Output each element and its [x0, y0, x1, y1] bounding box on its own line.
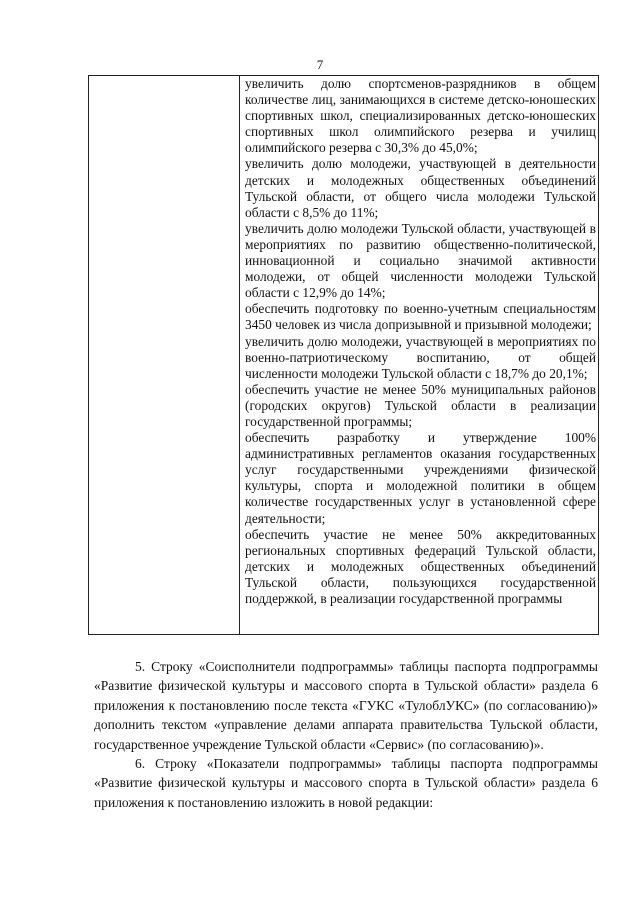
- indicator-item: обеспечить подготовку по военно-учетным специальностям 3450 человек из числа допризывной и призывной молодежи;: [245, 301, 596, 333]
- indicator-item: увеличить долю молодежи, участвующей в мероприятиях по военно-патриотическому воспитанию, от общей численности молодежи Тульской области с 18,7% до 20,1%;: [245, 333, 596, 381]
- indicator-item: обеспечить участие не менее 50% аккредитованных региональных спортивных федераций Тульской области, детских и молодежных общественных объединений Тульской области, пользующихся государственной поддержкой, в реализации государственной программы: [245, 526, 596, 606]
- body-text: [94, 657, 598, 812]
- table-left-cell: [89, 76, 240, 634]
- passport-table: [88, 75, 599, 635]
- table-right-cell: [240, 76, 598, 634]
- paragraph-6: 6. Строку «Показатели подпрограммы» таблицы паспорта подпрограммы «Развитие физической культуры и массового спорта в Тульской области» раздела 6 приложения к постановлению изложить в новой редакции:: [94, 756, 598, 810]
- indicator-item: обеспечить разработку и утверждение 100% административных регламентов оказания государственных услуг государственными учреждениями физической культуры, спорта и молодежной политики в общем количестве государственных услуг в установленной сфере деятельности;: [245, 430, 596, 526]
- indicator-item: увеличить долю спортсменов-разрядников в общем количестве лиц, занимающихся в системе детско-юношеских спортивных школ, специализированных детско-юношеских спортивных школ олимпийского резерва и училищ олимпийского резерва с 30,3% до 45,0%;: [245, 76, 596, 156]
- indicator-item: обеспечить участие не менее 50% муниципальных районов (городских округов) Тульской области в реализации государственной программы;: [245, 381, 596, 429]
- paragraph-5: 5. Строку «Соисполнители подпрограммы» таблицы паспорта подпрограммы «Развитие физической культуры и массового спорта в Тульской области» раздела 6 приложения к постановлению после текста «ГУКС «ТулоблУКС» (по согласованию)» дополнить текстом «управление делами аппарата правительства Тульской области, государственное учреждение Тульской области «Сервис» (по согласованию)».: [94, 659, 598, 752]
- indicator-item: увеличить долю молодежи Тульской области, участвующей в мероприятиях по развитию общественно-политической, инновационной и социально значимой активности молодежи, от общей численности молодежи Тульской области с 12,9% до 14%;: [245, 220, 596, 301]
- indicator-item: увеличить долю молодежи, участвующей в деятельности детских и молодежных общественных объединений Тульской области, от общего числа молодежи Тульской области с 8,5% до 11%;: [245, 156, 596, 220]
- page-number: 7: [316, 57, 324, 72]
